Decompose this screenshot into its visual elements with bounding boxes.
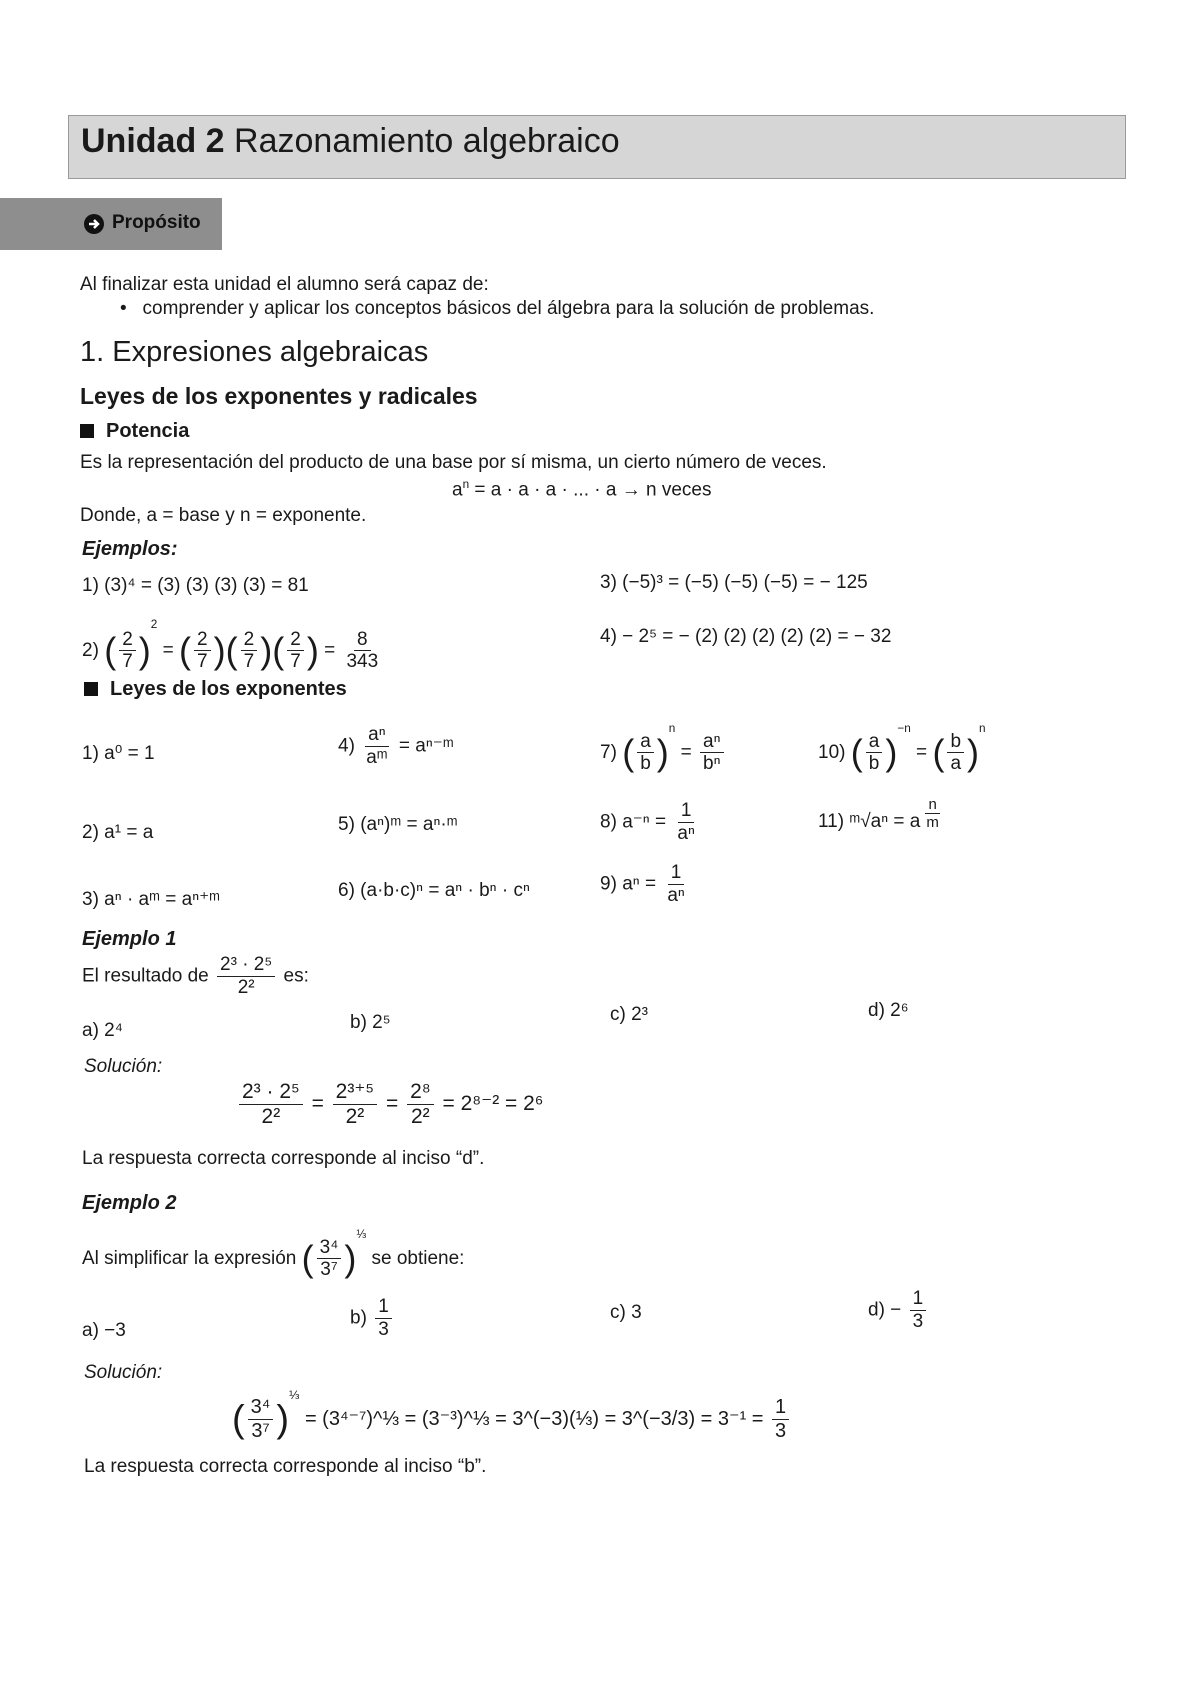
law-8-den: aⁿ [677, 822, 695, 844]
section-subheading: Leyes de los exponentes y radicales [80, 383, 478, 409]
law-4-label: 4) [338, 735, 355, 757]
law-11 [818, 796, 945, 833]
law-8 [600, 800, 701, 845]
potencia-heading [80, 420, 189, 443]
example1-solution-label: Solución: [84, 1056, 163, 1077]
example2-q-den: 3⁷ [320, 1259, 338, 1281]
law-2: 2) a¹ = a [82, 822, 154, 843]
e2s-chain: = (3⁴⁻⁷)^⅓ = (3⁻³)^⅓ = 3^(−3)(⅓) = 3^(−3/3) = 3⁻¹ = [304, 1408, 764, 1430]
unit-number: Unidad 2 [81, 122, 225, 160]
example2-option-a: a) −3 [82, 1320, 126, 1341]
law-4-rhs: = aⁿ⁻ᵐ [398, 735, 454, 757]
law-10: 10) ( $\frac{a}{b}$ )$^{-n}$ = ( $\frac{b}{a}$ )$^n$ [818, 722, 986, 775]
square-bullet-icon [80, 424, 94, 438]
example2-q-num: 3⁴ [317, 1237, 342, 1260]
purpose-tab [0, 198, 222, 250]
example2-solution-label: Solución: [84, 1362, 163, 1383]
e2s-result-den: 3 [775, 1420, 787, 1443]
law-7-b: b [640, 753, 651, 775]
example1-question [82, 954, 309, 999]
e2-f2-num: 2 [241, 629, 258, 652]
e2-f3-num: 2 [287, 629, 304, 652]
law-10-exp: −n [897, 722, 911, 735]
example2-question-lead: Al simplificar la expresión [82, 1248, 297, 1269]
example1-question-tail: es: [283, 965, 309, 987]
ejemplos-label: Ejemplos: [82, 538, 178, 560]
potencia-heading-text: Potencia [106, 420, 190, 442]
law-10-label: 10) [818, 742, 846, 763]
example2-heading: Ejemplo 2 [82, 1192, 177, 1214]
e1-s1-den: 2² [261, 1105, 281, 1129]
laws-heading [84, 678, 347, 701]
potencia-formula [452, 478, 711, 501]
law-5-label: 5) [338, 814, 355, 835]
example2-option-d-num: 1 [910, 1288, 927, 1311]
e1-s3-den: 2² [411, 1105, 430, 1129]
example2-q-exp: ⅓ [356, 1228, 367, 1241]
e2-result-num: 8 [354, 629, 371, 652]
example1-q-num: 2³ · 2⁵ [217, 954, 275, 977]
law-7-label: 7) [600, 742, 617, 763]
example-item-2: 2) ( $\frac{2}{7}$ )$^2$ = ( $\frac{2}{7}$ )( $\frac{2}{7}$ )( $\frac{2}{7}$ ) = $\frac{8}{343}$ [82, 618, 384, 673]
law-11-exp-num: n [925, 796, 939, 814]
e2-f2-den: 7 [243, 651, 255, 673]
unit-title [81, 122, 620, 161]
example-item-1: 1) (3)⁴ = (3) (3) (3) (3) = 81 [82, 575, 309, 596]
formula-expansion: = a · a · a · ... · a → n veces [469, 479, 712, 501]
law-10-b: b [868, 753, 880, 775]
e2-result-den: 343 [346, 651, 379, 673]
law-9-lhs: aⁿ = [622, 873, 657, 895]
example1-q-den: 2² [237, 976, 255, 998]
example1-option-c: c) 2³ [610, 1004, 648, 1025]
section-heading: 1. Expresiones algebraicas [80, 336, 429, 368]
e2-f1-den: 7 [197, 651, 208, 673]
example1-heading: Ejemplo 1 [82, 928, 177, 950]
e2s-den: 3⁷ [251, 1420, 270, 1443]
example2-answer: La respuesta correcta corresponde al inciso “b”. [84, 1456, 487, 1477]
example1-option-d: d) 2⁶ [868, 1000, 909, 1021]
law-9 [600, 862, 691, 907]
example2-question: Al simplificar la expresión ( $\frac{\text{3⁴}}{\text{3⁷}}$ )$^{\frac{1}{3}}$ se obtiene: [82, 1228, 465, 1281]
law-9-label: 9) [600, 873, 617, 895]
example2-option-b [350, 1296, 395, 1341]
law-10-exp2: n [979, 722, 986, 735]
example1-question-lead: El resultado de [82, 965, 209, 987]
law-7-den: bⁿ [703, 753, 721, 775]
law-7-num: aⁿ [700, 731, 724, 754]
law-9-den: aⁿ [667, 884, 685, 906]
law-7-exp: n [668, 722, 676, 735]
law-4-num: aⁿ [365, 724, 389, 747]
intro-bullet [120, 298, 874, 320]
law-10-a2: a [950, 753, 962, 775]
potencia-definition: Es la representación del producto de una base por sí misma, un cierto número de veces. [80, 452, 827, 473]
example2-option-d [868, 1288, 929, 1333]
law-11-label: 11) [818, 810, 845, 832]
laws-heading-text: Leyes de los exponentes [110, 678, 347, 700]
law-7-a: a [637, 731, 654, 754]
law-4-den: aᵐ [366, 746, 388, 768]
law-8-lhs: a⁻ⁿ = [622, 811, 667, 833]
e1-s3-num: 2⁸ [407, 1080, 434, 1105]
example-item-3: 3) (−5)³ = (−5) (−5) (−5) = − 125 [600, 572, 868, 593]
example2-option-d-label: d) − [868, 1299, 902, 1321]
law-4 [338, 724, 454, 769]
purpose-label: Propósito [112, 212, 201, 233]
law-6: 6) (a·b·c)ⁿ = aⁿ · bⁿ · cⁿ [338, 880, 530, 901]
e2s-result-num: 1 [772, 1396, 789, 1420]
intro-bullet-text: comprender y aplicar los conceptos básicos del álgebra para la solución de problemas. [142, 298, 875, 319]
e2-exponent: 2 [150, 618, 158, 631]
e2-base-num: 2 [119, 629, 136, 652]
square-bullet-icon [84, 682, 98, 696]
e1-s2-num: 2³⁺⁵ [333, 1080, 377, 1105]
law-3: 3) aⁿ · aᵐ = aⁿ⁺ᵐ [82, 889, 221, 910]
e2s-num: 3⁴ [248, 1396, 274, 1420]
example2-option-b-label: b) [350, 1307, 367, 1329]
bullet-icon: • [120, 298, 143, 319]
arrow-circle-icon [82, 212, 106, 236]
e1-s4: = 2⁸⁻² = 2⁶ [442, 1092, 544, 1116]
example1-solution: $\frac{\text{2³ · 2⁵}}{\text{2²}}$ = $\frac{\text{2³⁺⁵}}{\text{2²}}$ = $\frac{\text{2⁸}}{\text{2²}}$ = 2⁸⁻² = 2⁶ [236, 1080, 543, 1129]
e1-s2-den: 2² [345, 1105, 365, 1129]
example2-option-b-num: 1 [375, 1296, 392, 1319]
unit-title-bar [68, 115, 1126, 179]
law-10-b2: b [947, 731, 964, 754]
law-8-num: 1 [678, 800, 695, 823]
e2-f1-num: 2 [194, 629, 211, 652]
donde-text: Donde, a = base y n = exponente. [80, 505, 367, 526]
law-9-num: 1 [668, 862, 685, 885]
law-7: 7) ( $\frac{a}{b}$ )$^n$ = $\frac{\text{aⁿ}}{\text{bⁿ}}$ [600, 722, 727, 775]
law-5-expr: (aⁿ)ᵐ = aⁿ·ᵐ [360, 814, 458, 835]
example2-option-d-den: 3 [912, 1310, 924, 1332]
unit-name: Razonamiento algebraico [234, 122, 620, 160]
example1-option-a: a) 2⁴ [82, 1020, 123, 1041]
law-11-exp-den: m [926, 814, 939, 832]
example2-solution: ( $\frac{\text{3⁴}}{\text{3⁷}}$ )$^{\frac{1}{3}}$ = (3⁴⁻⁷)^⅓ = (3⁻³)^⅓ = 3^(−3)(⅓) = 3^(−3/3) = 3⁻¹ = $\frac{1}{3}$ [232, 1388, 792, 1443]
example-2-label: 2) [82, 640, 99, 661]
example2-option-c: c) 3 [610, 1302, 642, 1323]
formula-exponent: n [462, 478, 470, 491]
example-item-4: 4) − 2⁵ = − (2) (2) (2) (2) (2) = − 32 [600, 626, 892, 647]
intro-lead: Al finalizar esta unidad el alumno será capaz de: [80, 274, 489, 295]
example1-answer: La respuesta correcta corresponde al inciso “d”. [82, 1148, 485, 1169]
example1-option-b: b) 2⁵ [350, 1012, 391, 1033]
formula-base: a [452, 479, 463, 501]
e1-s1-num: 2³ · 2⁵ [239, 1080, 303, 1105]
law-8-label: 8) [600, 811, 617, 833]
e2-f3-den: 7 [290, 651, 301, 673]
example2-option-b-den: 3 [378, 1318, 389, 1340]
law-11-expr: ᵐ√aⁿ = a [849, 810, 921, 832]
e2s-exp: ⅓ [289, 1388, 300, 1402]
law-10-a: a [866, 731, 883, 754]
example2-question-tail: se obtiene: [371, 1248, 465, 1269]
law-5 [338, 814, 458, 836]
law-1: 1) a⁰ = 1 [82, 743, 155, 764]
e2-base-den: 7 [122, 651, 133, 673]
